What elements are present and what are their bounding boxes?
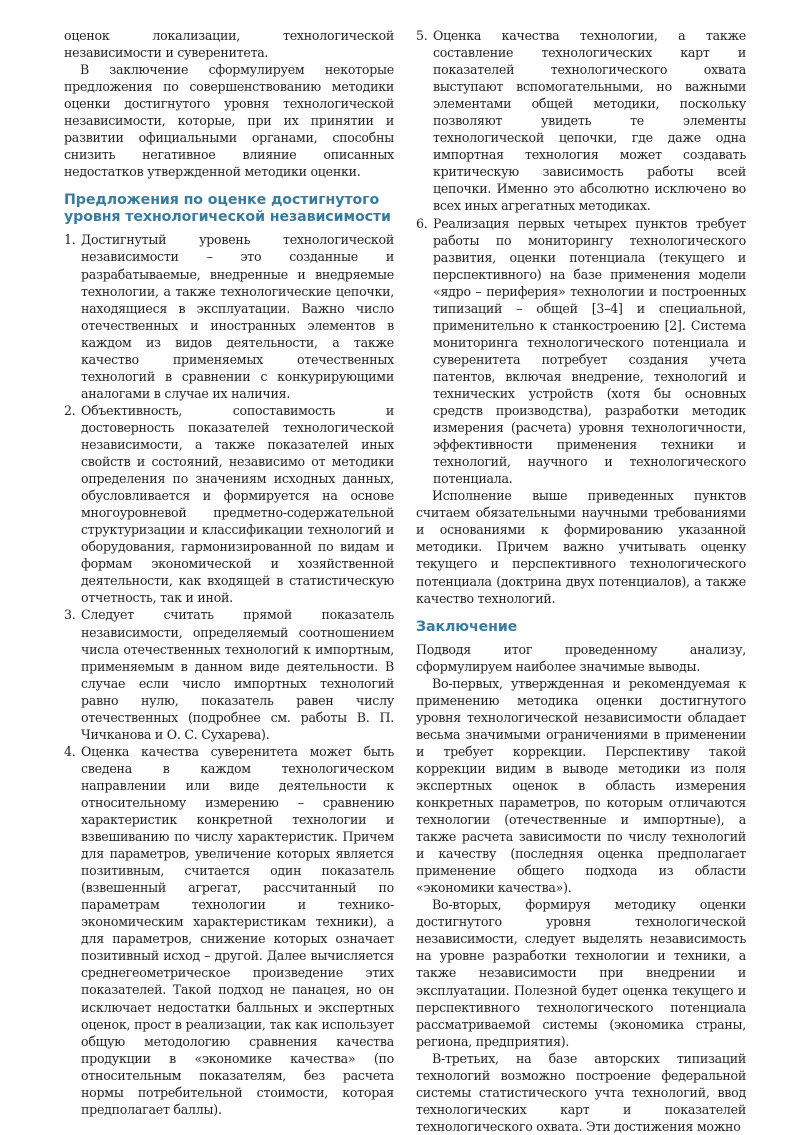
list-item-text: Объективность, сопоставимость и достоверность показателей технологической независимости, а также показателей иных свойств и состояний, независимо от методики определения по значениям исходных данных, обусловливается и формируется на основе многоуровневой предметно-содержательной структуризации и классификации технологий и оборудования, гармонизированной по видам и формам экономической и хозяйственной деятельности, как входящей в статистическую отчетность, так и иной.: [81, 402, 394, 606]
conclusion-paragraph: Во-первых, утвержденная и рекомендуемая к применению методика оценки достигнутого уровня технологической независимости обладает весьма значимыми ограничениями в применении и требует коррекции. Перспективу такой коррекции видим в выводе методики из поля экспертных оценок в область измерения конкретных параметров, по которым отличаются технологии (отечественные и импортные), а также расчета зависимости по числу технологий и качеству (последняя оценка предполагает применение общего подхода из области «экономики качества»).: [416, 675, 746, 896]
list-item: [416, 27, 746, 215]
list-item-number: 3.: [64, 607, 76, 623]
conclusion-paragraph: Подводя итог проведенному анализу, сформулируем наиболее значимые выводы.: [416, 641, 746, 674]
list-item-text: Оценка качества суверенитета может быть сведена в каждом технологическом направлении или виде деятельности к относительному измерению – сравнению характеристик конкретной технологии и взвешиванию по числу характеристик. Причем для параметров, увеличение которых является позитивным, считается один показатель (взвешенный агрегат, рассчитанный по параметрам технологии и технико-экономическим характеристикам техники), а для параметров, снижение которых означает позитивный исход – другой. Далее вычисляется среднегеометрическое произведение этих показателей. Такой подход не панацея, но он исключает недостатки балльных и экспертных оценок, прост в реализации, так как использует общую методологию сравнения качества продукции в «экономике качества» (по относительным показателям, без расчета нормы потребительной стоимости, которая предполагает баллы).: [81, 743, 394, 1117]
list-item-number: 1.: [64, 232, 76, 248]
conclusion-paragraph: В-третьих, на базе авторских типизаций технологий возможно построение федеральной системы статистического учта технологий, ввод технологических карт и показателей технологического охвата. Эти достижения можно: [416, 1050, 746, 1134]
list-item-number: 2.: [64, 402, 76, 418]
list-item-text: Реализация первых четырех пунктов требует работы по мониторингу технологического развития, оценки потенциала (текущего и перспективного) на базе применения модели «ядро – периферия» технологии и построенных типизаций – общей [3–4] и специальной, применительно к станкостроению [2]. Система мониторинга технологического потенциала и суверенитета потребует создания учета патентов, включая внедрение, технологий и технических устройств (хотя бы основных средств производства), разработки методик измерения (расчета) уровня технологичности, эффективности применения техники и технологий, научного и технологического потенциала.: [433, 215, 746, 487]
section-heading-conclusion: Заключение: [416, 618, 518, 635]
list-item-number: 6.: [416, 215, 428, 231]
list-item: [416, 215, 746, 488]
left-column: [64, 27, 394, 1118]
list-item-number: 4.: [64, 743, 76, 759]
list-item: [64, 606, 394, 742]
right-column: [416, 27, 746, 1135]
closing-paragraph: Исполнение выше приведенных пунктов считаем обязательными научными требованиями и основаниями к формированию указанной методики. Причем важно учитывать оценку текущего и перспективного технологического потенциала (доктрина двух потенциалов), а также качество технологий.: [416, 488, 746, 606]
list-item: [64, 743, 394, 1118]
conclusion-paragraph: Во-вторых, формируя методику оценки достигнутого уровня технологической независимости, следует выделять независимость на уровне разработки технологии и техники, а также независимости при внедрении и эксплуатации. Полезной будет оценка текущего и перспективного технологического потенциала рассматриваемой системы (экономика страны, региона, предприятия).: [416, 897, 746, 1049]
continued-paragraph: оценок локализации, технологической независимости и суверенитета.: [64, 28, 394, 61]
intro-paragraph: В заключение сформулируем некоторые предложения по совершенствованию методики оценки достигнутого уровня технологической независимости, которые, при их принятии и развитии официальными органами, способны снизить негативное влияние описанных недостатков утвержденной методики оценки.: [64, 62, 394, 180]
list-item: [64, 402, 394, 607]
section-heading-proposals: Предложения по оценке достигнутого уровня технологической независимости: [64, 192, 391, 226]
list-item-text: Достигнутый уровень технологической независимости – это созданные и разрабатываемые, внедренные и внедряемые технологии, а также технологические цепочки, находящиеся в эксплуатации. Важно число отечественных и иностранных элементов в каждом из видов деятельности, а также качество применяемых отечественных технологий в сравнении с конкурирующими аналогами в случае их наличия.: [81, 232, 394, 401]
list-item-text: Следует считать прямой показатель независимости, определяемый соотношением числа отечественных технологий к импортным, применяемым в данном виде деятельности. В случае если число импортных технологий равно нулю, показатель равен числу отечественных (подробнее см. работы В. П. Чичканова и О. С. Сухарева).: [81, 607, 394, 742]
list-item-text: Оценка качества технологии, а также составление технологических карт и показателей технологического охвата выступают вспомогательными, но важными элементами общей методики, поскольку позволяют увидеть те элементы технологической цепочки, где даже одна импортная технология может создавать критическую зависимость работы всей цепочки. Именно это абсолютно исключено во всех иных агрегатных методиках.: [433, 28, 746, 214]
list-item: [64, 231, 394, 401]
list-item-number: 5.: [416, 28, 428, 43]
